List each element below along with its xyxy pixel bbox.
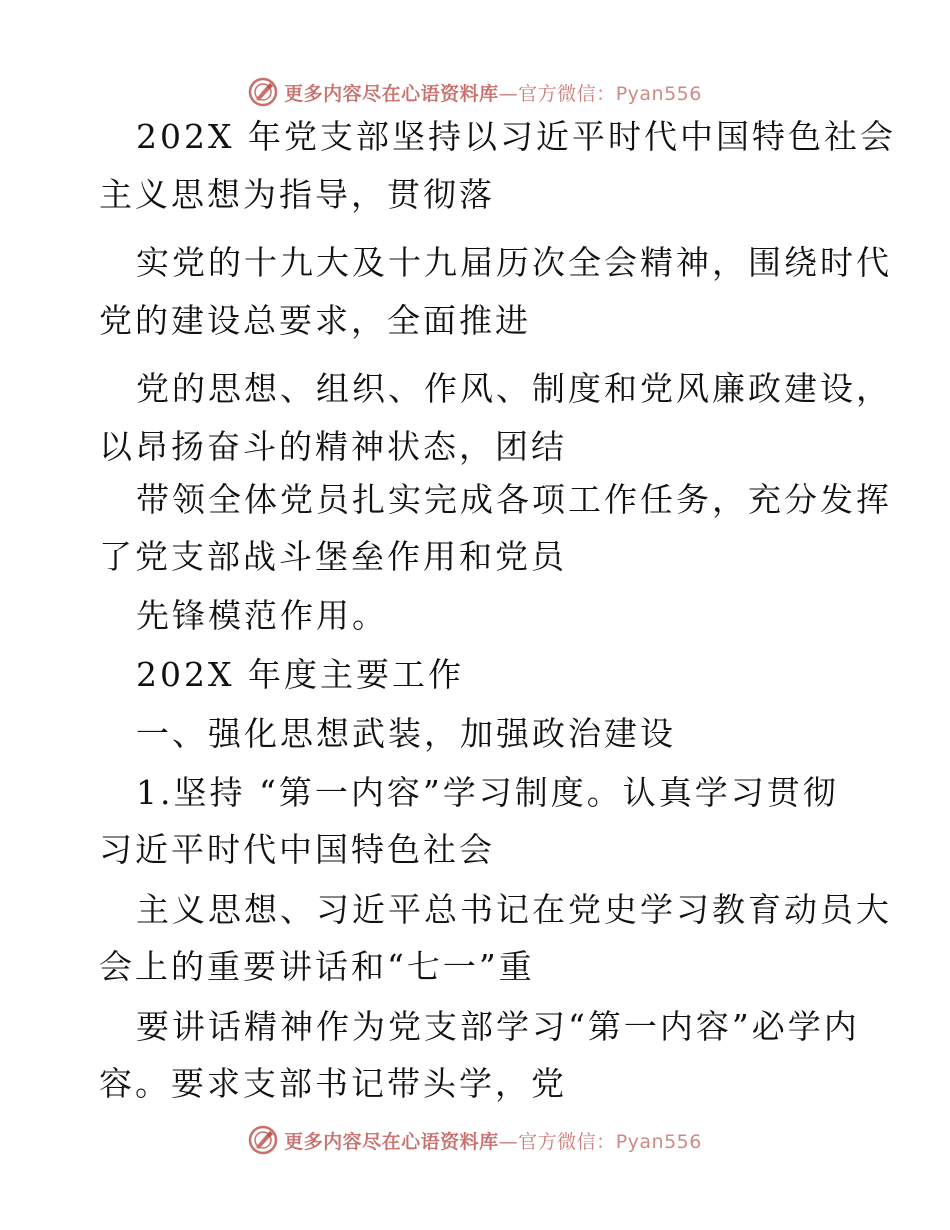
- section-heading: 一、强化思想武装，加强政治建设: [136, 714, 676, 753]
- paragraph-line: 带领全体党员扎实完成各项工作任务，充分发挥: [136, 480, 892, 519]
- watermark-cn-text: 更多内容尽在心语资料库: [284, 1130, 499, 1153]
- watermark-official-label: 官方微信：: [518, 82, 616, 105]
- paragraph-line: 实党的十九大及十九届历次全会精神，围绕时代: [136, 243, 892, 282]
- watermark-wechat-id: Pyan556: [615, 1130, 702, 1153]
- paragraph-line: 党的建设总要求，全面推进: [99, 301, 531, 340]
- watermark-cn-text: 更多内容尽在心语资料库: [284, 82, 499, 105]
- watermark-wechat-id: Pyan556: [615, 82, 702, 105]
- watermark-official-label: 官方微信：: [518, 1130, 616, 1153]
- paragraph-line: 1.坚持 “第一内容”学习制度。认真学习贯彻: [136, 773, 839, 812]
- paragraph-line: 习近平时代中国特色社会: [99, 830, 495, 869]
- watermark-banner-top: [0, 72, 950, 112]
- paragraph-line: 以昂扬奋斗的精神状态，团结: [99, 427, 567, 466]
- watermark-text: [284, 79, 702, 106]
- pen-nib-logo-icon: [248, 77, 278, 107]
- watermark-dash: —: [498, 1130, 519, 1153]
- pen-nib-logo-icon: [248, 1125, 278, 1155]
- watermark-banner-bottom: [0, 1120, 950, 1160]
- paragraph-line: 了党支部战斗堡垒作用和党员: [99, 537, 567, 576]
- paragraph-line: 要讲话精神作为党支部学习“第一内容”必学内: [136, 1007, 860, 1046]
- section-heading: 202X 年度主要工作: [136, 655, 464, 694]
- paragraph-line: 会上的重要讲话和“七一”重: [99, 947, 535, 986]
- paragraph-line: 先锋模范作用。: [136, 596, 388, 635]
- watermark-dash: —: [498, 82, 519, 105]
- paragraph-line: 党的思想、组织、作风、制度和党风廉政建设，: [136, 369, 892, 408]
- watermark-text: [284, 1127, 702, 1154]
- paragraph-line: 202X 年党支部坚持以习近平时代中国特色社会: [136, 117, 896, 156]
- paragraph-line: 容。要求支部书记带头学，党: [99, 1064, 567, 1103]
- paragraph-line: 主义思想、习近平总书记在党史学习教育动员大: [136, 890, 892, 929]
- paragraph-line: 主义思想为指导，贯彻落: [99, 175, 495, 214]
